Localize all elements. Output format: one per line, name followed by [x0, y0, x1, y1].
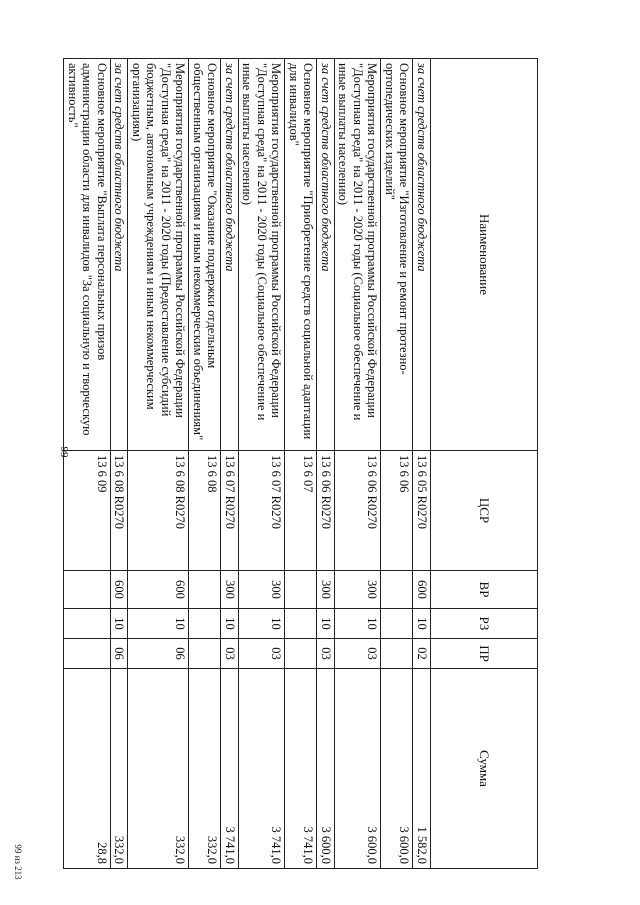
row-csr: 13 6 08: [189, 451, 221, 571]
row-pr: 06: [111, 639, 129, 669]
row-rz: 10: [239, 609, 286, 639]
row-vr: 600: [111, 571, 129, 609]
row-sum: 3 741,0: [221, 669, 239, 869]
row-rz: [64, 609, 111, 639]
header-sum: Сумма: [431, 669, 538, 869]
row-rz: [285, 609, 317, 639]
table-row: [189, 59, 221, 869]
table-row: [413, 59, 431, 869]
row-sum: 332,0: [128, 669, 189, 869]
row-pr: 03: [317, 639, 335, 669]
row-pr: [64, 639, 111, 669]
budget-table: [64, 58, 539, 869]
row-csr: 13 6 08 R0270: [128, 451, 189, 571]
row-sum: 3 600,0: [335, 669, 382, 869]
header-vr: ВР: [431, 571, 538, 609]
row-name: Мероприятия государственной программы Российской Федерации "Доступная среда" на 2011 - 2020 годы (Предоставление субсидий бюджетным, автономным учреждениям и иным некоммерческим организациям): [128, 59, 189, 451]
table-row: [285, 59, 317, 869]
row-rz: 10: [413, 609, 431, 639]
header-name: Наименование: [431, 59, 538, 451]
row-sum: 3 741,0: [285, 669, 317, 869]
row-pr: 03: [239, 639, 286, 669]
table-row: [64, 59, 111, 869]
row-vr: [285, 571, 317, 609]
row-csr: 13 6 07 R0270: [239, 451, 286, 571]
budget-table-container: [68, 58, 538, 868]
row-csr: 13 6 09: [64, 451, 111, 571]
header-rz: РЗ: [431, 609, 538, 639]
row-name: за счет средств областного бюджета: [413, 59, 431, 451]
row-rz: [381, 609, 413, 639]
row-rz: 10: [335, 609, 382, 639]
row-pr: [285, 639, 317, 669]
header-pr: ПР: [431, 639, 538, 669]
row-sum: 332,0: [111, 669, 129, 869]
row-csr: 13 6 07 R0270: [221, 451, 239, 571]
table-row: [239, 59, 286, 869]
row-name: Основное мероприятие "Выплата персональных призов администрации области для инвалидов "За социальную и творческую активность": [64, 59, 111, 451]
row-name: за счет средств областного бюджета: [317, 59, 335, 451]
row-sum: 3 600,0: [381, 669, 413, 869]
row-rz: 10: [221, 609, 239, 639]
row-csr: 13 6 06: [381, 451, 413, 571]
row-rz: [189, 609, 221, 639]
row-name: Основное мероприятие "Приобретение средств социальной адаптации для инвалидов": [285, 59, 317, 451]
row-csr: 13 6 08 R0270: [111, 451, 129, 571]
row-rz: 10: [317, 609, 335, 639]
row-pr: [189, 639, 221, 669]
table-row: [221, 59, 239, 869]
row-rz: 10: [128, 609, 189, 639]
row-vr: 600: [128, 571, 189, 609]
row-vr: [189, 571, 221, 609]
table-header-row: [431, 59, 538, 869]
row-pr: 03: [221, 639, 239, 669]
row-rz: 10: [111, 609, 129, 639]
row-sum: 332,0: [189, 669, 221, 869]
row-vr: 300: [317, 571, 335, 609]
row-pr: 03: [335, 639, 382, 669]
header-csr: ЦСР: [431, 451, 538, 571]
row-csr: 13 6 06 R0270: [335, 451, 382, 571]
row-vr: 300: [221, 571, 239, 609]
table-row: [381, 59, 413, 869]
row-vr: 600: [413, 571, 431, 609]
table-row: [111, 59, 129, 869]
row-vr: [381, 571, 413, 609]
row-vr: [64, 571, 111, 609]
row-name: Основное мероприятие "Изготовление и ремонт протезно-ортопедических изделий": [381, 59, 413, 451]
table-row: [335, 59, 382, 869]
row-name: Основное мероприятие "Оказание поддержки отдельным общественным организациям и иным некоммерческим объединениям": [189, 59, 221, 451]
row-name: за счет средств областного бюджета: [111, 59, 129, 451]
row-name: Мероприятия государственной программы Российской Федерации "Доступная среда" на 2011 - 2020 годы (Социальное обеспечение и иные выплаты населению): [239, 59, 286, 451]
table-row: [317, 59, 335, 869]
row-csr: 13 6 06 R0270: [317, 451, 335, 571]
row-vr: 300: [335, 571, 382, 609]
table-row: [128, 59, 189, 869]
row-vr: 300: [239, 571, 286, 609]
row-sum: 3 600,0: [317, 669, 335, 869]
page-footer: 99 из 213: [13, 844, 23, 880]
page-number: 99: [58, 446, 70, 458]
row-pr: 06: [128, 639, 189, 669]
row-csr: 13 6 07: [285, 451, 317, 571]
row-sum: 3 741,0: [239, 669, 286, 869]
row-name: за счет средств областного бюджета: [221, 59, 239, 451]
row-pr: [381, 639, 413, 669]
row-pr: 02: [413, 639, 431, 669]
row-csr: 13 6 05 R0270: [413, 451, 431, 571]
row-name: Мероприятия государственной программы Российской Федерации "Доступная среда" на 2011 - 2020 годы (Социальное обеспечение и иные выплаты населению): [335, 59, 382, 451]
row-sum: 28,8: [64, 669, 111, 869]
row-sum: 1 582,0: [413, 669, 431, 869]
